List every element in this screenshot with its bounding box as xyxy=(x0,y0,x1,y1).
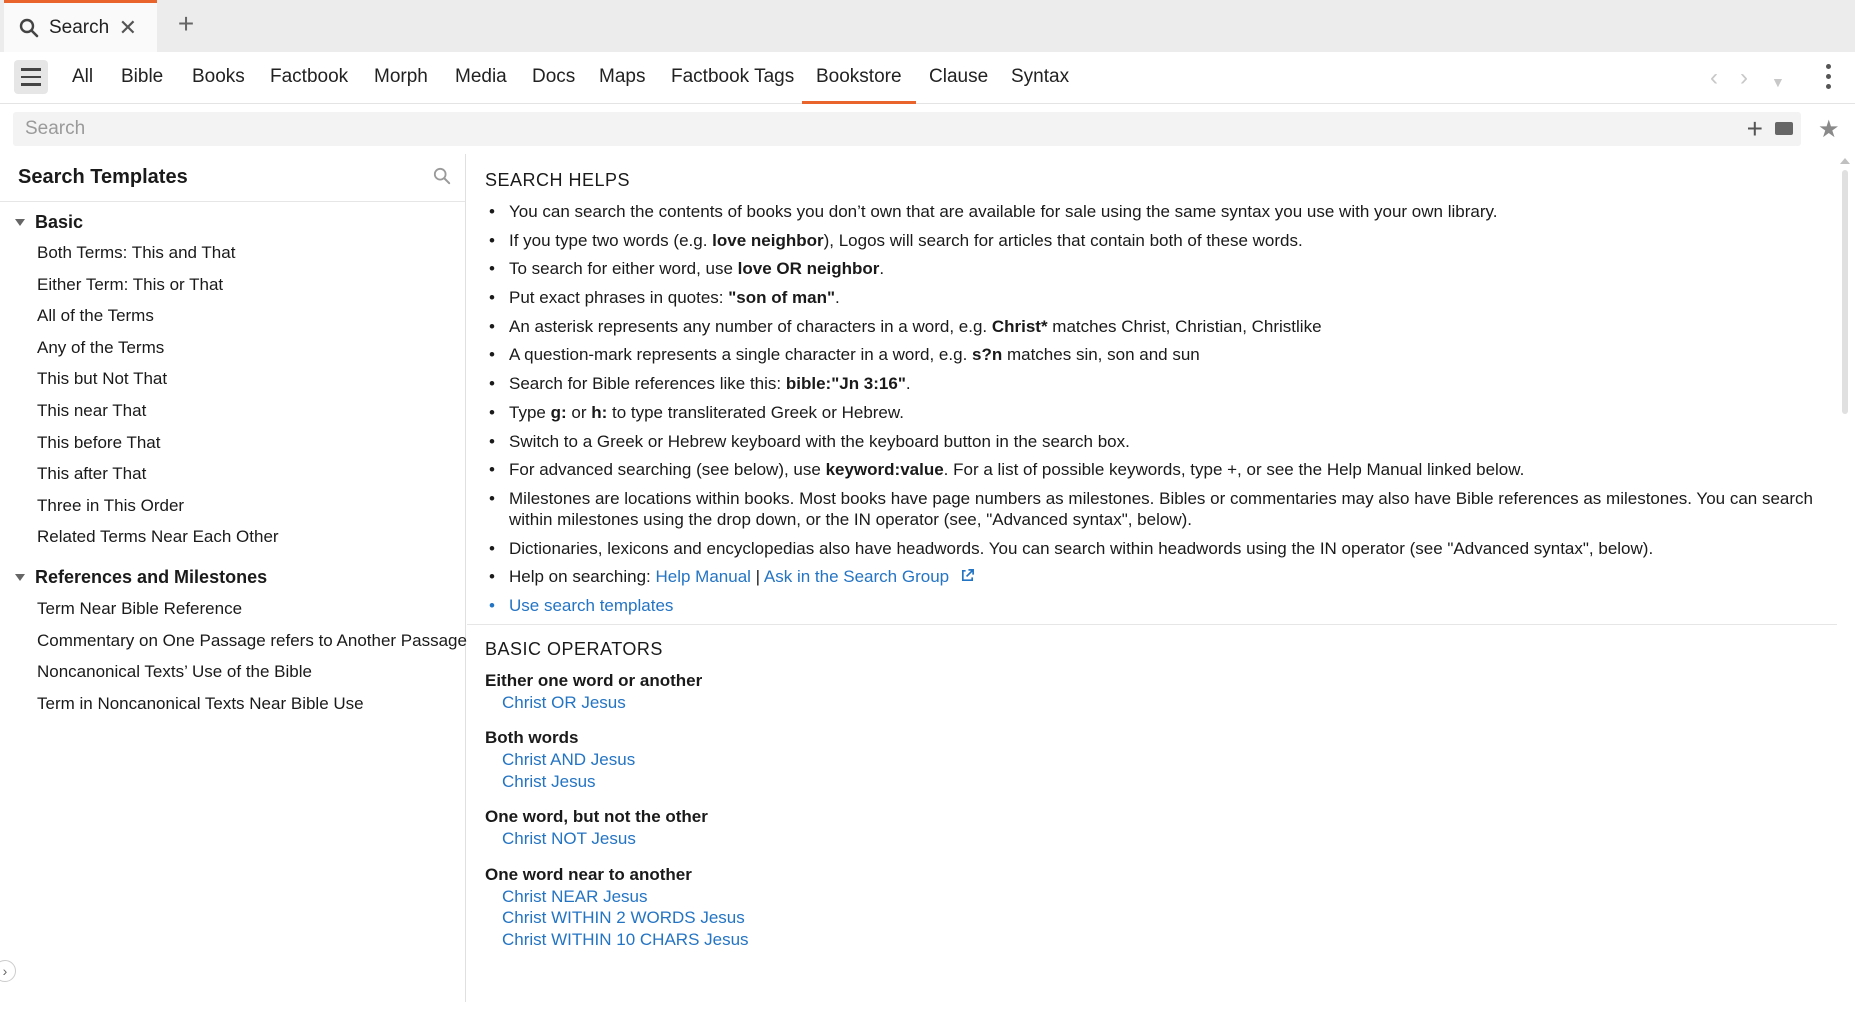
operator-example-link[interactable]: Christ WITHIN 10 CHARS Jesus xyxy=(502,929,749,949)
help-item: • You can search the contents of books you don’t own that are available for sale using the same syntax you use with your own library. xyxy=(489,201,1829,222)
help-item: • Dictionaries, lexicons and encyclopedias also have headwords. You can search within headwords using the IN operator (see "Advanced syntax", below). xyxy=(489,538,1829,559)
ask-search-group-link[interactable]: Ask in the Search Group xyxy=(763,567,950,587)
tab-syntax[interactable]: Syntax xyxy=(1011,66,1070,87)
help-manual-link[interactable]: Help Manual xyxy=(655,567,751,587)
operator-example-link[interactable]: Christ AND Jesus xyxy=(502,750,636,770)
operator-example-link[interactable]: Christ WITHIN 2 WORDS Jesus xyxy=(502,908,745,928)
search-box xyxy=(13,112,1801,146)
tab-books[interactable]: Books xyxy=(192,66,245,87)
template-item[interactable]: This after That xyxy=(37,464,147,484)
operator-heading: One word near to another xyxy=(485,864,692,884)
template-item[interactable]: Both Terms: This and That xyxy=(37,243,236,262)
operator-heading: Both words xyxy=(485,728,579,748)
template-group-basic xyxy=(0,207,465,553)
star-icon[interactable]: ★ xyxy=(1818,116,1840,143)
add-keyword-icon[interactable]: + xyxy=(1746,113,1763,144)
operator-heading: Either one word or another xyxy=(485,670,703,690)
search-input[interactable] xyxy=(13,112,1713,146)
help-item: • If you type two words (e.g. love neighbor), Logos will search for articles that contain both of these words. xyxy=(489,230,1829,251)
tab-factbook-tags[interactable]: Factbook Tags xyxy=(671,66,795,87)
help-item: • Milestones are locations within books. Most books have page numbers as milestones. Bibles or commentaries may also have Bible references as milestones. You can search within milestones using the drop down, or the IN operator (see, "Advanced syntax", below). xyxy=(489,488,1829,530)
template-item[interactable]: Either Term: This or That xyxy=(37,274,224,294)
search-type-nav xyxy=(0,52,1855,104)
help-item: • An asterisk represents any number of characters in a word, e.g. Christ* matches Christ, Christian, Christlike xyxy=(489,316,1829,337)
search-helps-title: SEARCH HELPS xyxy=(485,170,631,190)
tab-factbook[interactable]: Factbook xyxy=(270,66,349,87)
sidebar-title: Search Templates xyxy=(18,166,188,188)
help-item: • A question-mark represents a single character in a word, e.g. s?n matches sin, son and sun xyxy=(489,344,1829,365)
template-item[interactable]: This but Not That xyxy=(37,369,168,389)
tab-maps[interactable]: Maps xyxy=(599,66,646,87)
help-item: • Search for Bible references like this: bible:"Jn 3:16". xyxy=(489,373,1829,394)
caret-down-icon xyxy=(15,574,25,581)
tab-search[interactable] xyxy=(4,0,157,52)
external-link-icon[interactable] xyxy=(960,568,975,583)
search-row xyxy=(0,105,1855,153)
operator-example-link[interactable]: Christ Jesus xyxy=(502,771,596,791)
tab-clause[interactable]: Clause xyxy=(929,66,989,87)
back-arrow-icon[interactable]: ‹ xyxy=(1710,64,1718,91)
help-item: • Switch to a Greek or Hebrew keyboard with the keyboard button in the search box. xyxy=(489,431,1829,452)
help-item: • Type g: or h: to type transliterated Greek or Hebrew. xyxy=(489,402,1829,423)
template-item[interactable]: Noncanonical Texts’ Use of the Bible xyxy=(37,662,312,682)
basic-operators-title: BASIC OPERATORS xyxy=(485,638,663,659)
operators-list xyxy=(485,670,1837,951)
template-item[interactable]: Term in Noncanonical Texts Near Bible Use xyxy=(37,693,364,713)
tab-docs[interactable]: Docs xyxy=(532,66,576,87)
help-item: • Put exact phrases in quotes: "son of man". xyxy=(489,287,1829,308)
keyboard-icon[interactable] xyxy=(1775,122,1793,135)
history-dropdown-icon[interactable]: ▼ xyxy=(1771,74,1785,90)
group-header-references[interactable]: References and Milestones xyxy=(0,563,465,593)
help-item xyxy=(489,595,1829,616)
operator-heading: One word, but not the other xyxy=(485,807,708,827)
hamburger-menu-button[interactable] xyxy=(14,60,48,94)
scroll-up-icon[interactable] xyxy=(1840,158,1850,164)
forward-arrow-icon[interactable]: › xyxy=(1740,64,1748,91)
template-item[interactable]: This before That xyxy=(37,432,161,452)
operator-example-link[interactable]: Christ OR Jesus xyxy=(502,692,626,712)
search-helps-list xyxy=(489,201,1837,616)
tab-bar xyxy=(0,0,1855,52)
template-item[interactable]: Term Near Bible Reference xyxy=(37,598,243,618)
template-item[interactable]: This near That xyxy=(37,400,147,420)
sidebar-header xyxy=(0,154,465,202)
expand-panel-icon[interactable]: › xyxy=(0,960,16,982)
scrollbar-thumb[interactable] xyxy=(1842,170,1848,414)
search-icon xyxy=(19,18,39,38)
tab-media[interactable]: Media xyxy=(455,66,507,87)
operator-example-link[interactable]: Christ NEAR Jesus xyxy=(502,886,648,906)
close-icon[interactable]: ✕ xyxy=(118,15,137,40)
more-options-icon[interactable] xyxy=(1824,64,1832,89)
tab-all[interactable]: All xyxy=(72,66,94,87)
operator-example-link[interactable]: Christ NOT Jesus xyxy=(502,829,636,849)
use-search-templates-link[interactable]: Use search templates xyxy=(509,595,674,615)
template-item[interactable]: Commentary on One Passage refers to Another Passage xyxy=(37,630,467,650)
caret-down-icon xyxy=(15,219,25,226)
search-helps-panel xyxy=(467,154,1837,1002)
help-item: • To search for either word, use love OR neighbor. xyxy=(489,258,1829,279)
help-item: • Help on searching: Help Manual | Ask in the Search Group xyxy=(489,566,1829,587)
search-icon[interactable] xyxy=(433,167,451,185)
tab-morph[interactable]: Morph xyxy=(374,66,428,87)
tab-bible[interactable]: Bible xyxy=(121,66,164,87)
new-tab-button[interactable]: + xyxy=(177,8,195,39)
group-header-basic[interactable]: Basic xyxy=(0,207,465,237)
template-item[interactable]: All of the Terms xyxy=(37,306,154,326)
tab-label: Search xyxy=(49,16,110,38)
template-group-references xyxy=(0,563,465,719)
template-item[interactable]: Any of the Terms xyxy=(37,337,165,357)
template-item[interactable]: Three in This Order xyxy=(37,495,185,515)
template-item[interactable]: Related Terms Near Each Other xyxy=(37,527,279,547)
tab-bookstore[interactable]: Bookstore xyxy=(802,52,916,104)
search-templates-sidebar xyxy=(0,154,466,1002)
help-item: • For advanced searching (see below), use keyword:value. For a list of possible keywords, type +, or see the Help Manual linked below. xyxy=(489,459,1829,480)
